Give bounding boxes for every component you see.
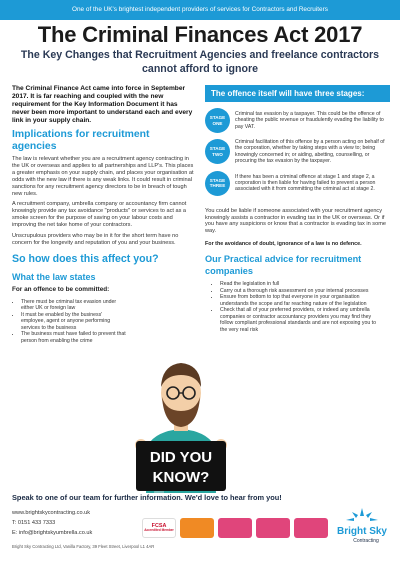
company-address: Bright Sky Contracting Ltd, Vanilla Factory, 39 Fleet Street, Liverpool L1 4AR (12, 544, 155, 549)
stages-heading: The offence itself will have three stages: (205, 85, 390, 102)
did-you-know-illustration (126, 345, 236, 493)
accreditation-badge (180, 518, 214, 538)
advice-list (211, 281, 381, 333)
implications-paragraph: The law is relevant whether you are a recruitment agency contracting in the UK or overseas and applies to all partnerships and LLP's. This places a greater emphasis on your supply chain, and places your organisation at odds with the new law if there is any weak links. It could result in criminal sanctions for any recruitment agency directors to be in breach of tough new rules. (12, 156, 194, 197)
stage-badge: STAGE ONE (205, 108, 230, 133)
stage-badge: STAGE TWO (205, 139, 230, 164)
fcsa-badge: FCSA Accredited Member (142, 518, 176, 538)
phone-number[interactable]: T: 0151 433 7333 (12, 520, 56, 526)
intro-text: The Criminal Finance Act came into force in September 2017. It is far reaching and coupled with the new requirement for the Key Information Document it has never been more important to understand each and every link in your supply chain. (12, 85, 193, 124)
right-column (205, 85, 390, 333)
sign-line-1: DID YOU (149, 449, 213, 466)
list-item: • Read the legislation in full (220, 281, 381, 288)
top-banner: One of the UK's brightest independent providers of services for Contractors and Recruiters (0, 0, 400, 20)
liability-text: You could be liable if someone associated with your recruitment agency knowingly assists a contractor in evading tax in the UK or overseas. Or if you have any suspicions or know that a contractor is evading tax in some way. (205, 207, 386, 235)
stage-text: Criminal facilitation of this offence by a person acting on behalf of the corporation, whether by taking steps with a view to; being knowingly concerned in; or aiding, abetting, counselling, or procuring the tax evasion by the taxpayer. (235, 139, 385, 165)
stage-item (205, 108, 390, 133)
implications-heading: Implications for recruitment agencies (12, 129, 150, 152)
list-item: • It must be enabled by the business' employee, agent or anyone performing services to the business (21, 312, 127, 332)
law-list (12, 299, 127, 345)
stage-item (205, 171, 390, 196)
bright-sky-logo (332, 506, 392, 546)
list-item: • Check that all of your preferred providers, or indeed any umbrella companies or contractor accountancy providers you may find they follow compliant professional standards and are not exposing you to the very real risk (220, 307, 381, 333)
list-item: • Ensure from bottom to top that everyone in your organisation understands the scope and far reaching nature of the legislation (220, 294, 381, 307)
advice-heading: Our Practical advice for recruitment companies (205, 254, 362, 277)
implications-paragraph: Unscrupulous providers who may be in it for the short term have no concern for the longevity and reputation of you and your business. (12, 233, 179, 246)
award-badge (218, 518, 252, 538)
page-title: The Criminal Finances Act 2017 (37, 22, 363, 47)
avoidance-text: For the avoidance of doubt, ignorance of a law is no defence. (205, 241, 362, 248)
left-column (12, 85, 195, 344)
law-states-heading: What the law states (12, 271, 96, 282)
law-states-subheading: For an offence to be committed: (12, 285, 110, 293)
stage-text: If there has been a criminal offence at stage 1 and stage 2, a corporation is then liable for having failed to prevent a person associated with it from committing the criminal act at stage 2. (235, 173, 376, 193)
list-item: • There must be criminal tax evasion under either UK or foreign law (21, 299, 127, 312)
website-link[interactable]: www.brightskycontracting.co.uk (12, 510, 91, 516)
page-subtitle: The Key Changes that Recruitment Agencies and freelance contractors cannot afford to ignore (20, 49, 380, 75)
sign-line-2: KNOW? (152, 469, 210, 486)
stage-item (205, 139, 390, 165)
stage-text: Criminal tax evasion by a taxpayer. This could be the offence of cheating the public revenue or fraudulently evading the liability to pay VAT. (235, 110, 384, 130)
list-item: • The business must have failed to prevent that person from enabling the crime (21, 331, 127, 344)
award-badge (294, 518, 328, 538)
stage-badge: STAGE THREE (205, 171, 230, 196)
footer-cta: Speak to one of our team for further information. We'd love to hear from you! (12, 493, 282, 502)
award-badge (256, 518, 290, 538)
svg-text:Contracting: Contracting (353, 538, 379, 544)
list-item: • Carry out a thorough risk assessment on your internal processes (220, 288, 381, 295)
email-link[interactable]: E: info@brightskyumbrella.co.uk (12, 530, 93, 536)
svg-text:Bright Sky: Bright Sky (336, 526, 388, 537)
implications-paragraph: A recruitment company, umbrella company or accountancy firm cannot knowingly provide any tax avoidance "products" or services to act as a smoke screen for the purpose of saving on your labour costs and improving the net take home of your contractors. (12, 201, 187, 229)
how-affect-heading: So how does this affect you? (12, 252, 159, 265)
